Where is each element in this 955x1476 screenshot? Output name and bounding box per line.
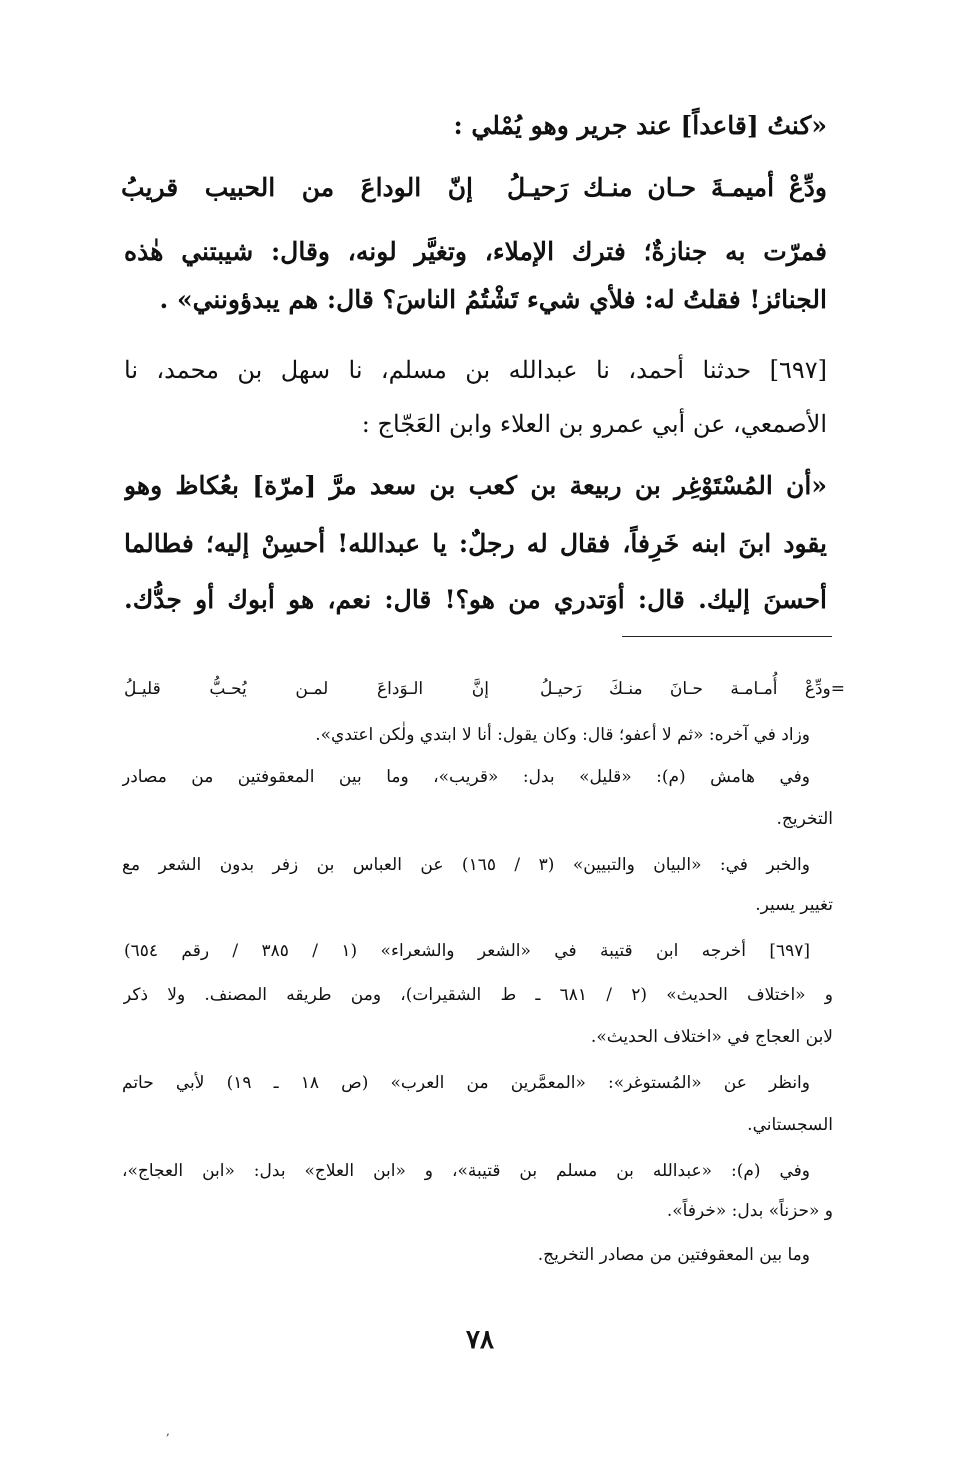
footnote-line-7: و «اختلاف الحديث» (٢ / ٦٨١ ـ ط الشقيرات)، ومن طريقه المصنف. ولا ذكر [123, 985, 833, 1005]
footnote-line-4: والخبر في: «البيان والتبيين» (٣ / ١٦٥) عن العباس بن زفر بدون الشعر مع [122, 855, 810, 875]
verse-hemistich-first: ودِّعْ أميمـةَ حـان منـك رَحيـلُ [507, 173, 827, 202]
page-number: ٧٨ [466, 1325, 494, 1355]
footnote-line-6: [٦٩٧] أخرجه ابن قتيبة في «الشعر والشعراء» (١ / ٣٨٥ / رقم ٦٥٤) [124, 941, 810, 961]
paragraph-3-line-2: يقود ابنَ ابنه خَرِفاً، فقال له رجلٌ: يا عبدالله! أحسِنْ إليه؛ فطالما [124, 529, 827, 558]
footnote-line-8: لابن العجاج في «اختلاف الحديث». [590, 1027, 833, 1047]
paragraph-2-line-1: [٦٩٧] حدثنا أحمد، نا عبدالله بن مسلم، نا سهل بن محمد، نا [124, 356, 827, 384]
verse-hemistich-second: إنّ الوداعَ من الحبيب قريبُ [121, 173, 473, 202]
footnote-line-2: وفي هامش (م): «قليل» بدل: «قريب»، وما بين المعقوفتين من مصادر [122, 767, 810, 787]
paragraph-1-line-1: فمرّت به جنازةٌ؛ فترك الإملاء، وتغيَّر لونه، وقال: شيبتني هٰذه [124, 237, 827, 266]
scan-speck: , [166, 1424, 170, 1438]
paragraph-2-line-2: الأصمعي، عن أبي عمرو بن العلاء وابن العَجّاج : [361, 410, 827, 438]
paragraph-3-line-1: «أن المُسْتَوْغِر بن ربيعة بن كعب بن سعد مرَّ [مرّة] بعُكاظ وهو [124, 471, 827, 500]
paragraph-3-line-3: أحسنَ إليك. قال: أوَتدري من هو؟! قال: نعم، هو أبوك أو جدُّك. [124, 585, 827, 614]
footnote-line-5: تغيير يسير. [755, 895, 833, 915]
footnote-line-11: وفي (م): «عبدالله بن مسلم بن قتيبة»، و «ابن العلاج» بدل: «ابن العجاج»، [122, 1161, 810, 1181]
footnote-line-9: وانظر عن «المُستوغر»: «المعمَّرين من العرب» (ص ١٨ ـ ١٩) لأبي حاتم [122, 1073, 810, 1093]
intro-line: «كنتُ [قاعداً] عند جرير وهو يُمْلي : [453, 111, 827, 140]
footnote-verse-hemistich-second: إنَّ الـوَداعَ لمـن يُحـبُّ قليـلُ [124, 679, 489, 699]
footnote-line-1: وزاد في آخره: «ثم لا أعفو؛ قال: وكان يقول: أنا لا ابتدي ولٰكن اعتدي». [315, 725, 810, 745]
paragraph-1-line-2: الجنائز! فقلتُ له: فلأي شيء تَشْتُمُ الناسَ؟ قال: هم يبدؤونني» . [159, 285, 827, 314]
footnote-separator [622, 636, 832, 637]
footnote-line-12: و «حزناً» بدل: «خرفاً». [666, 1201, 833, 1221]
footnote-line-13: وما بين المعقوفتين من مصادر التخريج. [537, 1245, 810, 1265]
footnote-line-3: التخريج. [776, 809, 833, 829]
footnote-verse-hemistich-first: =ودِّعْ أُمـامـة حـانَ منـكَ رَحيـلُ [540, 679, 845, 699]
footnote-line-10: السجستاني. [747, 1115, 833, 1135]
